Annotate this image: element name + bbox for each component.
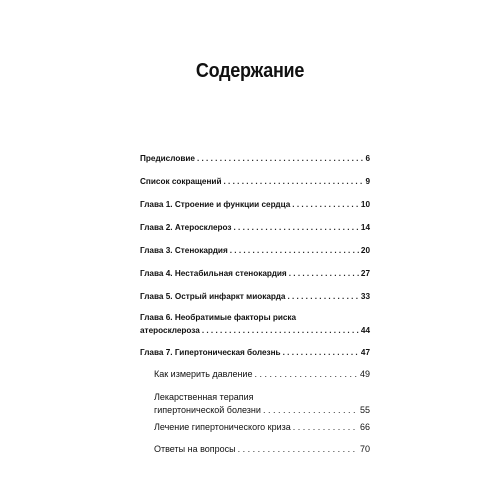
toc-entry-label: Глава 7. Гипертоническая болезнь — [140, 348, 281, 357]
toc-page-number: 55 — [359, 405, 370, 415]
toc-entry-chapter-1[interactable] — [140, 198, 370, 211]
toc-page-number: 47 — [360, 348, 370, 357]
toc-entry-chapter-4[interactable] — [140, 267, 370, 280]
toc-entry-chapter-2[interactable] — [140, 221, 370, 234]
toc-entry-label: Как измерить давление — [154, 369, 253, 379]
toc-entry-label: Лечение гипертонического криза — [154, 422, 291, 432]
toc-entry-label: Глава 3. Стенокардия — [140, 246, 228, 255]
toc-entry-label: Список сокращений — [140, 177, 222, 186]
leader-dots — [254, 368, 358, 381]
leader-dots — [289, 267, 359, 280]
toc-page-number: 66 — [359, 422, 370, 432]
leader-dots — [263, 404, 358, 417]
toc-entry-label: атеросклероза — [140, 326, 200, 335]
toc-page-number: 6 — [365, 154, 370, 163]
toc-page-number: 27 — [360, 269, 370, 278]
leader-dots — [230, 244, 359, 257]
toc-entry-label: Глава 4. Нестабильная стенокардия — [140, 269, 287, 278]
leader-dots — [202, 324, 359, 337]
toc-subentry-crisis-treatment[interactable] — [154, 421, 370, 434]
toc-entry-label: Лекарственная терапия — [154, 392, 254, 402]
toc-entry-chapter-6[interactable] — [140, 311, 370, 337]
toc-entry-label: Глава 2. Атеросклероз — [140, 223, 232, 232]
toc-subentry-measure-pressure[interactable] — [154, 368, 370, 381]
toc-entry-chapter-3[interactable] — [140, 244, 370, 257]
toc-entry-label: Ответы на вопросы — [154, 444, 236, 454]
toc-page-number: 70 — [359, 444, 370, 454]
toc-entry-label: Глава 6. Необратимые факторы риска — [140, 313, 297, 322]
toc-subentry-answers[interactable] — [154, 443, 370, 456]
toc-page-number: 9 — [365, 177, 370, 186]
toc-entry-label: Глава 5. Острый инфаркт миокарда — [140, 292, 286, 301]
leader-dots — [292, 198, 359, 211]
leader-dots — [287, 290, 358, 303]
leader-dots — [197, 152, 363, 165]
page-title: Содержание — [195, 60, 305, 82]
toc-entry-label: Предисловие — [140, 154, 195, 163]
toc-entry-second-line — [154, 404, 370, 417]
toc-page-number: 20 — [360, 246, 370, 255]
leader-dots — [224, 175, 364, 188]
leader-dots — [293, 421, 358, 434]
toc-entry-chapter-7[interactable] — [140, 346, 370, 359]
toc-entry-abbreviations[interactable] — [140, 175, 370, 188]
leader-dots — [283, 346, 359, 359]
toc-subentry-drug-therapy[interactable] — [154, 391, 370, 417]
toc-page-number: 10 — [360, 200, 370, 209]
toc-page-number: 14 — [360, 223, 370, 232]
toc-entry-preface[interactable] — [140, 152, 370, 165]
leader-dots — [233, 221, 358, 234]
toc-page-number: 44 — [360, 326, 370, 335]
toc-entry-chapter-5[interactable] — [140, 290, 370, 303]
toc-entry-second-line — [140, 324, 370, 337]
toc-entry-label: гипертонической болезни — [154, 405, 261, 415]
toc-page-number: 49 — [359, 369, 370, 379]
toc-entry-label: Глава 1. Строение и функции сердца — [140, 200, 291, 209]
toc-page-number: 33 — [360, 292, 370, 301]
leader-dots — [238, 443, 358, 456]
